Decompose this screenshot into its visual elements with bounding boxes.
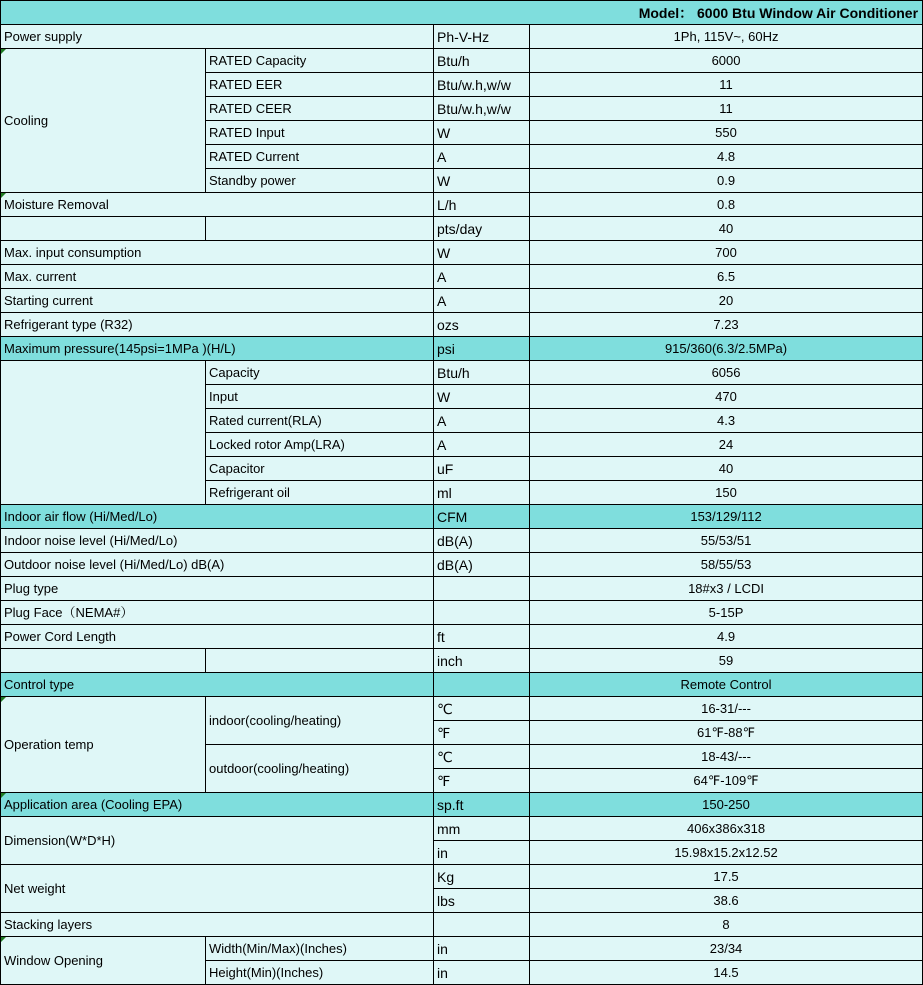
unit-compressor-oil: ml [434,481,530,505]
value-dimension-mm: 406x386x318 [530,817,923,841]
value-op-indoor-c: 16-31/--- [530,697,923,721]
row-cooling-capacity [1,49,923,73]
label-cooling: Cooling [1,49,206,193]
unit-cooling-ceer: Btu/w.h,w/w [434,97,530,121]
row-net-weight-kg [1,865,923,889]
sub-compressor-capacity: Capacity [206,361,434,385]
sub-cooling-input: RATED Input [206,121,434,145]
unit-cooling-input: W [434,121,530,145]
label-plug-face: Plug Face（NEMA#） [1,601,434,625]
row-window-width [1,937,923,961]
value-net-weight-lbs: 38.6 [530,889,923,913]
row-plug-face [1,601,923,625]
row-max-input [1,241,923,265]
label-power-supply: Power supply [1,25,434,49]
unit-starting-current: A [434,289,530,313]
unit-outdoor-noise: dB(A) [434,553,530,577]
value-max-input: 700 [530,241,923,265]
value-outdoor-noise: 58/55/53 [530,553,923,577]
value-window-height: 14.5 [530,961,923,985]
label-net-weight: Net weight [1,865,434,913]
unit-indoor-noise: dB(A) [434,529,530,553]
value-indoor-noise: 55/53/51 [530,529,923,553]
value-starting-current: 20 [530,289,923,313]
row-starting-current [1,289,923,313]
sub-cooling-capacity: RATED Capacity [206,49,434,73]
empty-cell [1,361,206,505]
row-moisture-lh [1,193,923,217]
unit-indoor-air: CFM [434,505,530,529]
label-application-area: Application area (Cooling EPA) [1,793,434,817]
row-compressor-capacity [1,361,923,385]
label-dimension: Dimension(W*D*H) [1,817,434,865]
value-max-current: 6.5 [530,265,923,289]
unit-compressor-rla: A [434,409,530,433]
unit-net-weight-lbs: lbs [434,889,530,913]
value-refrigerant: 7.23 [530,313,923,337]
empty-cell [206,649,434,673]
row-indoor-air [1,505,923,529]
value-compressor-capacity: 6056 [530,361,923,385]
row-moisture-pts [1,217,923,241]
value-moisture-lh: 0.8 [530,193,923,217]
value-cooling-capacity: 6000 [530,49,923,73]
value-cooling-standby: 0.9 [530,169,923,193]
unit-compressor-capacitor: uF [434,457,530,481]
value-compressor-lra: 24 [530,433,923,457]
unit-plug-type [434,577,530,601]
label-moisture: Moisture Removal [1,193,434,217]
unit-net-weight-kg: Kg [434,865,530,889]
row-power-cord-ft [1,625,923,649]
unit-refrigerant: ozs [434,313,530,337]
row-op-indoor-c [1,697,923,721]
unit-max-current: A [434,265,530,289]
value-compressor-capacitor: 40 [530,457,923,481]
label-plug-type: Plug type [1,577,434,601]
unit-power-supply: Ph-V-Hz [434,25,530,49]
unit-window-width: in [434,937,530,961]
value-plug-type: 18#x3 / LCDI [530,577,923,601]
label-refrigerant: Refrigerant type (R32) [1,313,434,337]
unit-control-type [434,673,530,697]
value-cooling-input: 550 [530,121,923,145]
row-application-area [1,793,923,817]
unit-moisture-lh: L/h [434,193,530,217]
unit-plug-face [434,601,530,625]
value-cooling-ceer: 11 [530,97,923,121]
label-stacking: Stacking layers [1,913,434,937]
row-power-cord-inch [1,649,923,673]
row-outdoor-noise [1,553,923,577]
value-compressor-input: 470 [530,385,923,409]
unit-op-outdoor-c: ℃ [434,745,530,769]
empty-cell [1,649,206,673]
unit-stacking [434,913,530,937]
label-indoor-noise: Indoor noise level (Hi/Med/Lo) [1,529,434,553]
empty-cell [206,217,434,241]
value-stacking: 8 [530,913,923,937]
unit-dimension-in: in [434,841,530,865]
value-op-outdoor-f: 64℉-109℉ [530,769,923,793]
unit-op-outdoor-f: ℉ [434,769,530,793]
value-power-cord-ft: 4.9 [530,625,923,649]
unit-cooling-eer: Btu/w.h,w/w [434,73,530,97]
value-application-area: 150-250 [530,793,923,817]
value-op-outdoor-c: 18-43/--- [530,745,923,769]
row-plug-type [1,577,923,601]
unit-max-pressure: psi [434,337,530,361]
sub-window-height: Height(Min)(Inches) [206,961,434,985]
unit-moisture-pts: pts/day [434,217,530,241]
label-max-pressure: Maximum pressure(145psi=1MPa )(H/L) [1,337,434,361]
unit-compressor-capacity: Btu/h [434,361,530,385]
row-control-type [1,673,923,697]
row-max-pressure [1,337,923,361]
label-outdoor-noise: Outdoor noise level (Hi/Med/Lo) dB(A) [1,553,434,577]
value-net-weight-kg: 17.5 [530,865,923,889]
unit-dimension-mm: mm [434,817,530,841]
value-compressor-rla: 4.3 [530,409,923,433]
sub-cooling-standby: Standby power [206,169,434,193]
value-plug-face: 5-15P [530,601,923,625]
empty-cell [1,217,206,241]
label-power-cord: Power Cord Length [1,625,434,649]
model-title: Model： 6000 Btu Window Air Conditioner [1,1,923,25]
row-max-current [1,265,923,289]
row-dimension-mm [1,817,923,841]
unit-compressor-input: W [434,385,530,409]
row-stacking [1,913,923,937]
unit-cooling-current: A [434,145,530,169]
value-dimension-in: 15.98x15.2x12.52 [530,841,923,865]
sub-compressor-input: Input [206,385,434,409]
label-max-input: Max. input consumption [1,241,434,265]
sub-compressor-capacitor: Capacitor [206,457,434,481]
unit-cooling-capacity: Btu/h [434,49,530,73]
value-power-cord-inch: 59 [530,649,923,673]
value-window-width: 23/34 [530,937,923,961]
value-moisture-pts: 40 [530,217,923,241]
label-indoor-air: Indoor air flow (Hi/Med/Lo) [1,505,434,529]
unit-max-input: W [434,241,530,265]
value-compressor-oil: 150 [530,481,923,505]
unit-application-area: sp.ft [434,793,530,817]
row-refrigerant [1,313,923,337]
sub-op-outdoor: outdoor(cooling/heating) [206,745,434,793]
unit-cooling-standby: W [434,169,530,193]
sub-window-width: Width(Min/Max)(Inches) [206,937,434,961]
sub-compressor-oil: Refrigerant oil [206,481,434,505]
value-max-pressure: 915/360(6.3/2.5MPa) [530,337,923,361]
sub-op-indoor: indoor(cooling/heating) [206,697,434,745]
sub-cooling-eer: RATED EER [206,73,434,97]
value-indoor-air: 153/129/112 [530,505,923,529]
unit-compressor-lra: A [434,433,530,457]
unit-power-cord-ft: ft [434,625,530,649]
title-row [1,1,923,25]
label-operation-temp: Operation temp [1,697,206,793]
value-control-type: Remote Control [530,673,923,697]
unit-op-indoor-c: ℃ [434,697,530,721]
unit-power-cord-inch: inch [434,649,530,673]
label-max-current: Max. current [1,265,434,289]
label-starting-current: Starting current [1,289,434,313]
unit-window-height: in [434,961,530,985]
value-cooling-current: 4.8 [530,145,923,169]
row-power-supply [1,25,923,49]
unit-op-indoor-f: ℉ [434,721,530,745]
value-cooling-eer: 11 [530,73,923,97]
sub-cooling-current: RATED Current [206,145,434,169]
value-op-indoor-f: 61℉-88℉ [530,721,923,745]
row-indoor-noise [1,529,923,553]
sub-compressor-rla: Rated current(RLA) [206,409,434,433]
sub-cooling-ceer: RATED CEER [206,97,434,121]
sub-compressor-lra: Locked rotor Amp(LRA) [206,433,434,457]
label-window-opening: Window Opening [1,937,206,985]
value-power-supply: 1Ph, 115V~, 60Hz [530,25,923,49]
label-control-type: Control type [1,673,434,697]
